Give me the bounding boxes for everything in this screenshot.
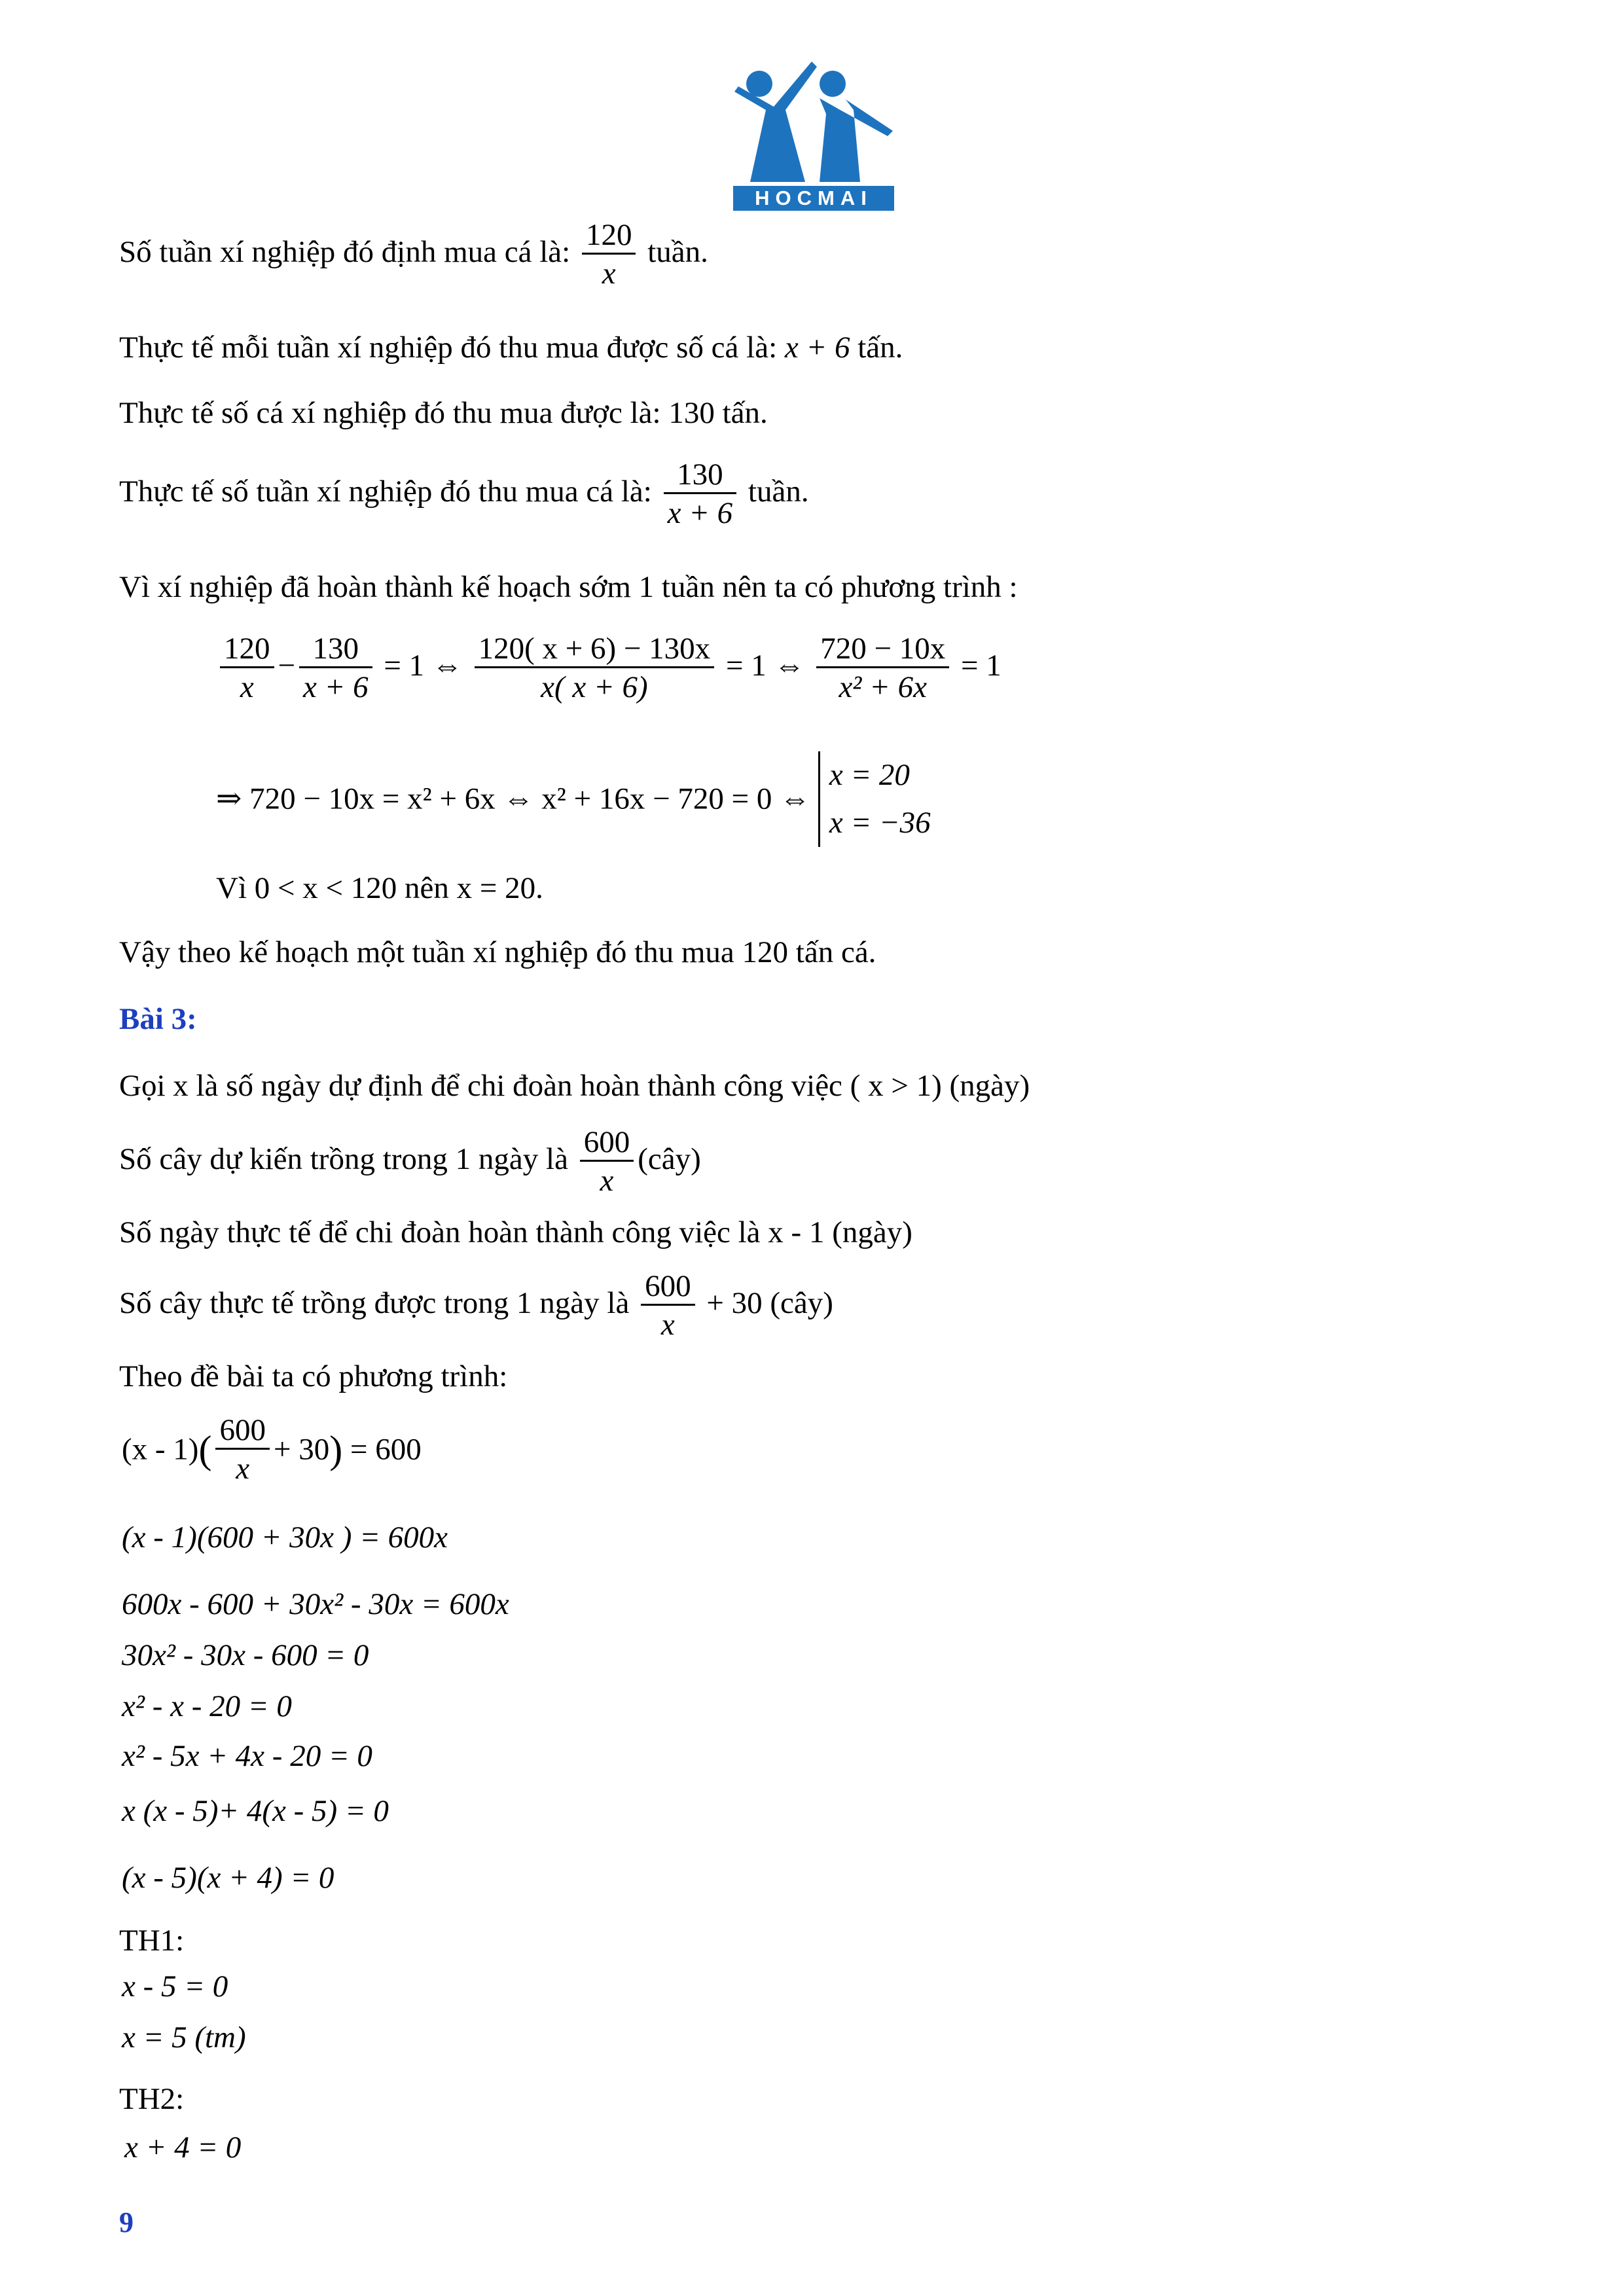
line-1-prefix: Số tuần xí nghiệp đó định mua cá là:: [119, 234, 571, 269]
line-b2-suffix: (cây): [638, 1141, 701, 1176]
text-line-2: [119, 332, 903, 363]
eq1-fraction-a: [220, 632, 274, 704]
fraction-denominator: x: [582, 253, 636, 291]
fraction-600-over-x: [580, 1126, 634, 1198]
eq2-text: ⇒ 720 − 10x = x² + 6x ⇔ x² + 16x − 720 = 0 ⇔: [216, 781, 811, 816]
line-4-prefix: Thực tế số tuần xí nghiệp đó thu mua cá là:: [119, 474, 652, 509]
equation-1: [216, 632, 1001, 704]
minus-sign: −: [278, 648, 296, 683]
math-line-1: [122, 1414, 422, 1486]
close-paren: ): [329, 1428, 343, 1472]
section-heading: Bài 3:: [119, 1002, 197, 1036]
fraction-denominator: x + 6: [664, 492, 737, 531]
text-line-b5: Theo đề bài ta có phương trình:: [119, 1359, 508, 1393]
text-line-6: Vậy theo kế hoạch một tuần xí nghiệp đó thu mua 120 tấn cá.: [119, 935, 876, 969]
fraction-numerator: 720 − 10x: [820, 632, 946, 666]
equation-3: Vì 0 < x < 120 nên x = 20.: [216, 871, 543, 905]
fraction-numerator: 130: [677, 457, 723, 492]
case-1-line-1: x - 5 = 0: [122, 1969, 228, 2003]
eq1-fraction-d: [816, 632, 949, 704]
fraction-numerator: 600: [583, 1125, 630, 1159]
line-2-text: Thực tế mỗi tuần xí nghiệp đó thu mua được số cá là:: [119, 331, 785, 365]
page-number: 9: [119, 2206, 134, 2238]
text-line-1: [119, 219, 708, 291]
m1-plus: + 30: [273, 1432, 330, 1467]
line-2-suffix: tấn.: [850, 331, 903, 365]
text-line-b3: Số ngày thực tế để chi đoàn hoàn thành công việc là x - 1 (ngày): [119, 1215, 912, 1249]
line-1-suffix: tuần.: [647, 234, 708, 269]
text-line-4: [119, 458, 809, 530]
equation-2: [216, 751, 931, 847]
logo-text: HOCMAI: [733, 186, 894, 211]
fraction-numerator: 600: [219, 1413, 266, 1447]
line-b2-prefix: Số cây dự kiến trồng trong 1 ngày là: [119, 1141, 568, 1176]
math-line-6: x² - 5x + 4x - 20 = 0: [122, 1739, 372, 1773]
fraction-600-over-x-3: [215, 1414, 270, 1486]
fraction-numerator: 130: [312, 632, 359, 666]
math-line-8: (x - 5)(x + 4) = 0: [122, 1861, 334, 1895]
eq1-fraction-b: [299, 632, 372, 704]
fraction-numerator: 120: [585, 218, 632, 252]
logo-figures-icon: [728, 58, 899, 188]
eq2-root-1: x = 20: [829, 758, 910, 792]
eq1-mid-2: = 1 ⇔: [718, 648, 813, 683]
text-line-b2: [119, 1126, 701, 1198]
text-line-3: Thực tế số cá xí nghiệp đó thu mua được là: 130 tấn.: [119, 396, 768, 430]
text-line-b1: Gọi x là số ngày dự định để chi đoàn hoàn thành công việc ( x > 1) (ngày): [119, 1069, 1030, 1103]
fraction-130-over-x6: [664, 458, 737, 530]
math-line-5: x² - x - 20 = 0: [122, 1689, 292, 1723]
fraction-600-over-x-2: [641, 1270, 695, 1342]
line-b4-suffix: + 30 (cây): [706, 1285, 833, 1320]
m1-prefix: (x - 1): [122, 1432, 199, 1467]
math-line-4: 30x² - 30x - 600 = 0: [122, 1638, 369, 1672]
line-4-suffix: tuần.: [748, 474, 809, 509]
fraction-numerator: 600: [645, 1269, 691, 1303]
fraction-denominator: x² + 6x: [816, 666, 949, 705]
fraction-denominator: x( x + 6): [475, 666, 715, 705]
eq2-solution-bracket: [818, 751, 931, 847]
case-2-label: TH2:: [119, 2082, 185, 2116]
case-1-label: TH1:: [119, 1924, 185, 1958]
text-line-b4: [119, 1270, 833, 1342]
fraction-numerator: 120( x + 6) − 130x: [478, 632, 711, 666]
fraction-denominator: x: [580, 1160, 634, 1198]
math-line-3: 600x - 600 + 30x² - 30x = 600x: [122, 1587, 509, 1621]
m1-end: = 600: [350, 1432, 422, 1467]
text-line-5: Vì xí nghiệp đã hoàn thành kế hoạch sớm 1 tuần nên ta có phương trình :: [119, 570, 1018, 604]
case-2-line-1: x + 4 = 0: [124, 2130, 242, 2164]
fraction-120-over-x: [582, 219, 636, 291]
math-line-2: (x - 1)(600 + 30x ) = 600x: [122, 1520, 448, 1554]
eq1-end: = 1: [953, 648, 1001, 683]
eq2-root-2: x = −36: [829, 805, 931, 840]
open-paren: (: [198, 1428, 212, 1472]
fraction-denominator: x: [641, 1304, 695, 1342]
fraction-denominator: x + 6: [299, 666, 372, 705]
eq1-mid: = 1 ⇔: [376, 648, 471, 683]
line-2-math: x + 6: [784, 331, 850, 365]
case-1-line-2: x = 5 (tm): [122, 2020, 246, 2054]
eq1-fraction-c: [475, 632, 715, 704]
line-b4-prefix: Số cây thực tế trồng được trong 1 ngày là: [119, 1285, 630, 1320]
hocmai-logo: [728, 58, 899, 217]
math-line-7: x (x - 5)+ 4(x - 5) = 0: [122, 1794, 389, 1828]
fraction-denominator: x: [215, 1448, 270, 1486]
fraction-numerator: 120: [224, 632, 270, 666]
fraction-denominator: x: [220, 666, 274, 705]
